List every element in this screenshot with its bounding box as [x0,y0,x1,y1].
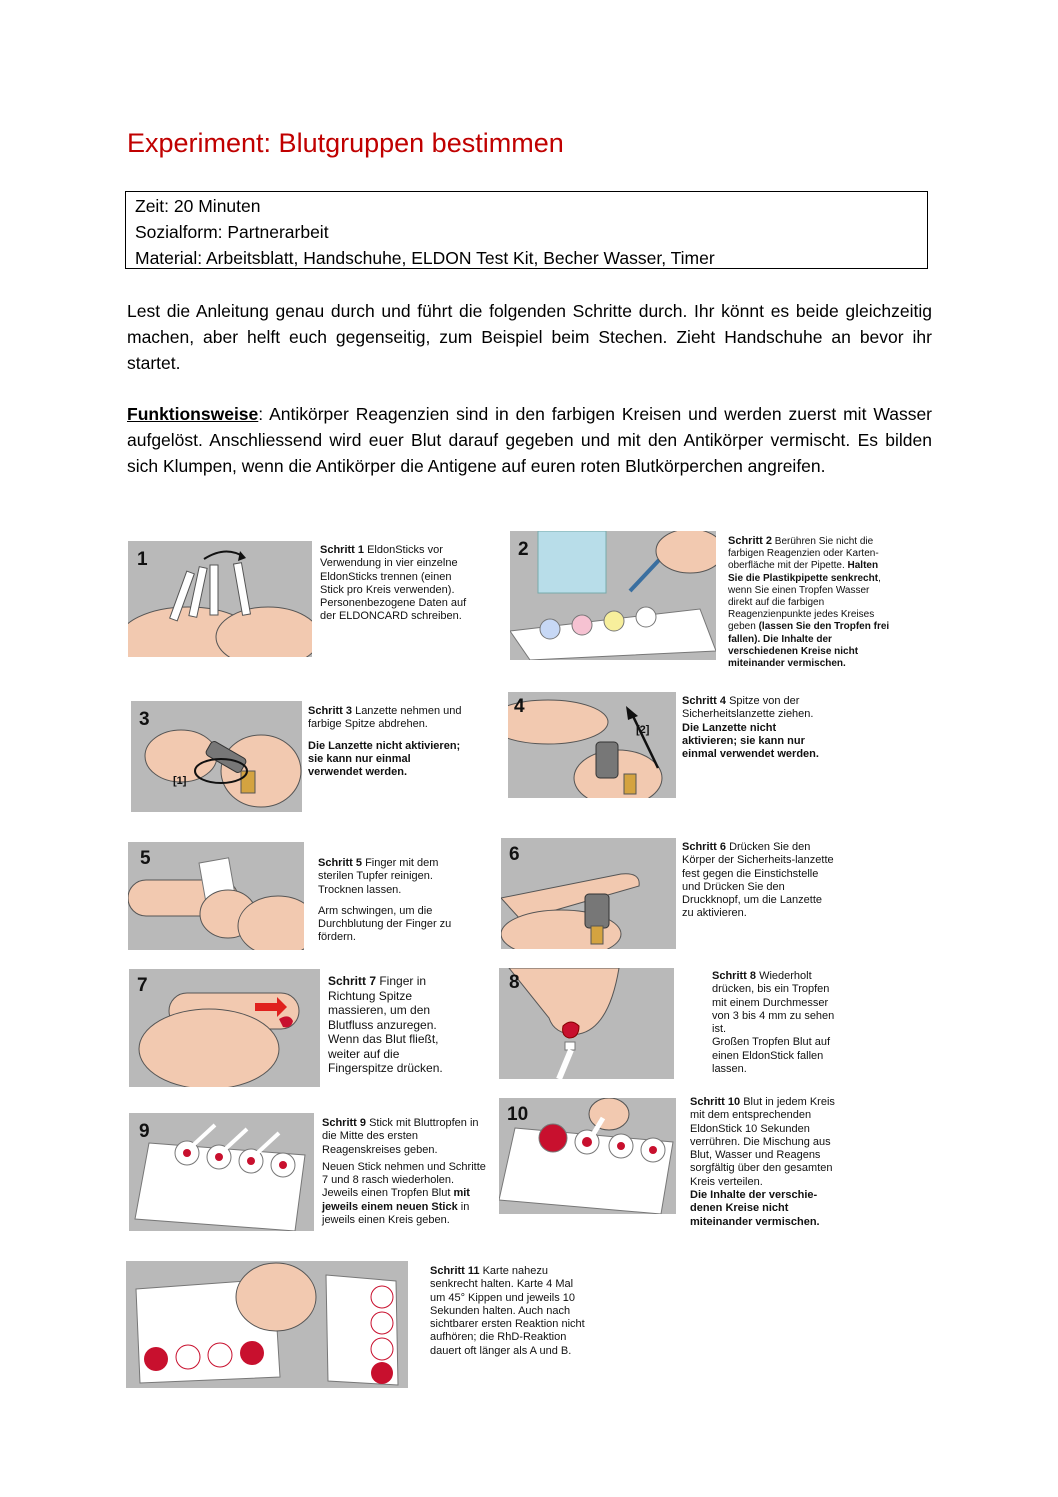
step-9-heading: Schritt 9 [322,1117,367,1129]
step-10-caption [690,1096,842,1229]
step-3-text: Lanzette nehmen und farbige Spitze abdrehen. [308,705,462,731]
lancet-press-icon [501,838,676,949]
step-9-illustration [129,1113,314,1231]
step-8-extra: Großen Tropfen Blut auf einen EldonStick fallen lassen. [712,1036,831,1076]
step-4-illustration [508,692,676,798]
step-7-text: Finger in Richtung Spitze massieren, um den Blutfluss anzuregen. Wenn das Blut fließt, weiter auf die Fingerspitze drücken. [328,974,443,1075]
step-6-text: Drücken Sie den Körper der Sicherheits-lanzette fest gegen die Einstichstelle und Drücken Sie den Druckknopf, um die Lanzette zu aktivieren. [682,841,834,920]
step-1-caption [320,544,470,624]
step-2-heading: Schritt 2 [728,535,773,547]
lancet-pull-icon [508,692,676,798]
step-2-bold2: (lassen Sie den Tropfen frei fallen). Die Inhalte der verschiedenen Kreise nicht miteinander vermischen. [728,621,890,670]
step-1-heading: Schritt 1 [320,544,365,556]
step-4-caption [682,695,830,761]
step-7-illustration [129,969,320,1087]
step-11-caption [430,1265,585,1358]
step-3-heading: Schritt 3 [308,705,353,717]
step-8-heading: Schritt 8 [712,970,757,982]
step-7-heading: Schritt 7 [328,974,377,988]
step-4-bold: Die Lanzette nicht aktivieren; sie kann nur einmal verwendet werden. [682,721,819,761]
step-3-illustration [131,701,302,812]
step-8-number: 8 [509,972,520,993]
step-6-heading: Schritt 6 [682,841,727,853]
card-sticks-icon [129,1113,314,1231]
step-2-extra: , wenn Sie einen Tropfen Wasser direkt auf die farbigen Reagenzienpunkte jedes Kreises geben [728,572,881,633]
finger-massage-icon [129,969,320,1087]
pipette-water-icon [510,531,716,660]
step-2-bold: Halten Sie die Plastikpipette senkrecht [728,560,879,584]
info-social-form: Sozialform: Partnerarbeit [135,222,329,242]
function-paragraph [127,401,932,479]
step-2-illustration [510,531,716,660]
step-5-number: 5 [140,848,151,869]
hands-sticks-icon [128,541,312,657]
step-3-number: 3 [139,709,150,730]
step-9-extra: Neuen Stick nehmen und Schritte 7 und 8 rasch wiederholen. Jeweils einen Tropfen Blut [322,1160,486,1200]
step-5-caption [318,857,458,945]
step-3-caption [308,705,468,779]
info-box [125,191,928,269]
step-2-text: Berühren Sie nicht die farbigen Reagenzien oder Karten-oberfläche mit der Pipette. [728,536,879,572]
finger-swab-icon [128,842,304,950]
step-6-caption [682,841,834,921]
page-title: Experiment: Blutgruppen bestimmen [127,128,564,158]
step-6-number: 6 [509,844,520,865]
step-9-extra2: in jeweils einen Kreis geben. [322,1200,470,1227]
step-5-heading: Schritt 5 [318,857,363,869]
blood-drop-stick-icon [499,968,674,1079]
step-1-number: 1 [137,549,148,570]
step-9-number: 9 [139,1121,150,1142]
card-tilt-icon [126,1261,408,1388]
step-1-text: EldonSticks vor Verwendung in vier einzelne EldonSticks trennen (einen Stick pro Kreis verwenden). Personenbezogene Daten auf der ELDONCARD schreiben. [320,544,467,623]
step-11-heading: Schritt 11 [430,1265,480,1277]
step-9-text: Stick mit Bluttropfen in die Mitte des ersten Reagenskreises geben. [322,1117,479,1156]
step-2-number: 2 [518,539,529,560]
step-2-caption [728,535,893,670]
step-10-text: Blut in jedem Kreis mit dem entsprechenden EldonStick 10 Sekunden verrühren. Die Mischung aus Blut, Wasser und Reagens sorgfältig über den gesamten Kreis verteilen. [690,1096,835,1188]
step-11-illustration [126,1261,408,1388]
lancet-twist-icon [131,701,302,812]
step-4-text: Spitze von der Sicherheitslanzette ziehen. [682,695,814,721]
step-9-caption [322,1117,486,1227]
step-4-label: [2] [636,724,650,736]
step-8-illustration [499,968,674,1079]
step-10-number: 10 [507,1104,529,1125]
step-3-label: [1] [173,775,187,787]
step-3-bold: Die Lanzette nicht aktivieren; sie kann nur einmal verwendet werden. [308,739,461,779]
step-7-caption [328,974,456,1076]
step-4-heading: Schritt 4 [682,695,727,707]
step-8-caption [712,970,840,1076]
step-4-number: 4 [514,696,525,717]
step-1-illustration [128,541,312,657]
step-8-text: Wiederholt drücken, bis ein Tropfen mit einem Durchmesser von 3 bis 4 mm zu sehen ist. [712,970,835,1036]
function-label: Funktionsweise [127,404,259,424]
function-text: : Antikörper Reagenzien sind in den farbigen Kreisen und werden zuerst mit Wasser aufgelöst. Anschliessend wird euer Blut darauf gegeben und mit den Antikörper vermischt. Es bilden sich Klumpen, wenn die Antikörper die Antigene auf euren roten Blutkörperchen angreifen. [127,404,932,476]
intro-paragraph: Lest die Anleitung genau durch und führt die folgenden Schritte durch. Ihr könnt es beide gleichzeitig machen, aber helft euch gegenseitig, zum Beispiel beim Stechen. Zieht Handschuhe an bevor ihr startet. [127,301,932,373]
step-11-text: Karte nahezu senkrecht halten. Karte 4 Mal um 45° Kippen und jeweils 10 Sekunden halten. Auch nach sichtbarer ersten Reaktion nicht aufhören; die RhD-Reaktion dauert oft länger als A und B. [430,1265,585,1357]
step-6-illustration [501,838,676,949]
step-9-bold: mit jeweils einem neuen Stick [322,1187,470,1213]
info-material: Material: Arbeitsblatt, Handschuhe, ELDON Test Kit, Becher Wasser, Timer [135,248,715,268]
step-10-illustration [499,1098,676,1214]
step-5-illustration [128,842,304,950]
step-7-number: 7 [137,975,148,996]
step-5-text: Finger mit dem sterilen Tupfer reinigen. Trocknen lassen. [318,857,439,896]
step-5-extra: Arm schwingen, um die Durchblutung der Finger zu fördern. [318,904,452,944]
info-time: Zeit: 20 Minuten [135,196,261,216]
step-10-bold: Die Inhalte der verschie-denen Kreise nicht miteinander vermischen. [690,1189,820,1228]
step-10-heading: Schritt 10 [690,1096,741,1108]
